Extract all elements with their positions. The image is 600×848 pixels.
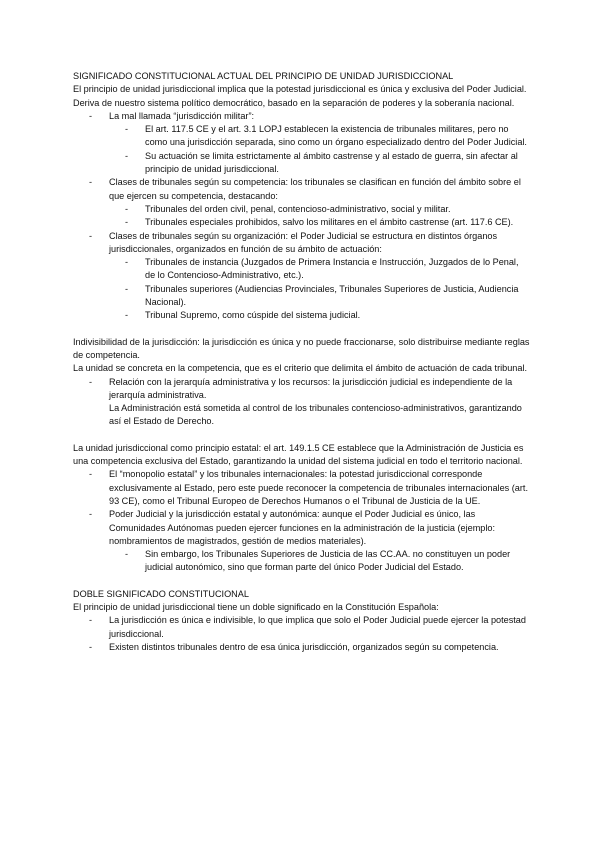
list-item-text: Existen distintos tribunales dentro de esa única jurisdicción, organizados según su competencia. xyxy=(109,641,499,652)
list-item-text: El “monopolio estatal” y los tribunales internacionales: la potestad jurisdiccional corresponde exclusivamente al Estado, pero este puede reconocer la competencia de tribunales internacionales (art. 93 CE), como el Tribunal Europeo de Derechos Humanos o el Tribunal de Justicia de la UE. xyxy=(109,469,528,506)
bullet-list xyxy=(73,468,530,574)
bullet-dash: - xyxy=(89,509,93,520)
bullet-dash: - xyxy=(125,203,129,214)
list-item-text: Tribunales del orden civil, penal, contencioso-administrativo, social y militar. xyxy=(145,203,451,214)
sub-list-item xyxy=(109,256,530,283)
list-item-text: Tribunales superiores (Audiencias Provinciales, Tribunales Superiores de Justicia, Audiencia Nacional). xyxy=(145,283,519,308)
list-item-text: Relación con la jerarquía administrativa y los recursos: la jurisdicción judicial es independiente de la jerarquía administrativa. xyxy=(109,376,513,400)
list-item xyxy=(73,641,530,654)
section-heading: SIGNIFICADO CONSTITUCIONAL ACTUAL DEL PRINCIPIO DE UNIDAD JURISDICCIONAL xyxy=(73,71,454,81)
list-item-text: Su actuación se limita estrictamente al ámbito castrense y al estado de guerra, sin afectar al principio de unidad jurisdiccional. xyxy=(145,150,518,175)
bullet-dash: - xyxy=(89,469,93,480)
bullet-dash: - xyxy=(125,124,129,135)
list-item-text: Clases de tribunales según su organización: el Poder Judicial se estructura en distintos órganos jurisdiccionales, organizados en función de su ámbito de actuación: xyxy=(109,230,498,254)
list-item xyxy=(73,176,530,229)
sub-list-item xyxy=(109,150,530,177)
list-item-text: La mal llamada “jurisdicción militar”: xyxy=(109,110,255,121)
paragraph: Indivisibilidad de la jurisdicción: la jurisdicción es única y no puede fraccionarse, solo distribuirse mediante reglas de competencia. xyxy=(73,336,530,360)
bullet-dash: - xyxy=(89,615,93,626)
list-item-text: El art. 117.5 CE y el art. 3.1 LOPJ establecen la existencia de tribunales militares, pero no como una jurisdicción separada, sino como un órgano especializado dentro del Poder Judicial. xyxy=(145,124,527,148)
sub-bullet-list xyxy=(109,548,530,575)
list-item xyxy=(73,230,530,323)
paragraph: La unidad se concreta en la competencia, que es el criterio que delimita el ámbito de actuación de cada tribunal. xyxy=(73,363,527,374)
section-indivisibilidad xyxy=(73,336,530,429)
sub-list-item xyxy=(109,203,530,216)
sub-bullet-list xyxy=(109,123,530,176)
list-item-text: Clases de tribunales según su competencia: los tribunales se clasifican en función del ámbito sobre el que ejercen su competencia, destacando: xyxy=(109,177,521,201)
list-item xyxy=(73,110,530,176)
bullet-dash: - xyxy=(89,376,93,387)
paragraph: La unidad jurisdiccional como principio estatal: el art. 149.1.5 CE establece que la Administración de Justicia es una competencia exclusiva del Estado, garantizando la unidad del sistema judicial en todo el territorio nacional. xyxy=(73,442,524,467)
sub-list-item xyxy=(109,548,530,575)
bullet-list xyxy=(73,614,530,654)
list-item-continuation: La Administración está sometida al control de los tribunales contencioso-administrativos, garantizando así el Estado de Derecho. xyxy=(109,403,522,427)
list-item xyxy=(73,376,530,429)
list-item-text: La jurisdicción es única e indivisible, lo que implica que solo el Poder Judicial puede ejercer la potestad jurisdiccional. xyxy=(109,615,526,639)
list-item-text: Sin embargo, los Tribunales Superiores de Justicia de las CC.AA. no constituyen un poder judicial autonómico, sino que forman parte del único Poder Judicial del Estado. xyxy=(145,549,511,573)
bullet-dash: - xyxy=(125,283,129,294)
bullet-list xyxy=(73,110,530,323)
sub-list-item xyxy=(109,216,530,229)
list-item-text: Tribunales especiales prohibidos, salvo los militares en el ámbito castrense (art. 117.6 CE). xyxy=(145,217,514,228)
bullet-dash: - xyxy=(125,549,129,560)
sub-bullet-list xyxy=(109,256,530,322)
paragraph: El principio de unidad jurisdiccional tiene un doble significado en la Constitución Española: xyxy=(73,601,439,612)
sub-bullet-list xyxy=(109,203,530,230)
sub-list-item xyxy=(109,309,530,322)
bullet-dash: - xyxy=(89,177,93,188)
section-significado-actual xyxy=(73,70,530,323)
bullet-list xyxy=(73,376,530,429)
section-heading: DOBLE SIGNIFICADO CONSTITUCIONAL xyxy=(73,588,249,599)
list-item xyxy=(73,468,530,508)
bullet-dash: - xyxy=(89,641,93,652)
list-item-text: Tribunales de instancia (Juzgados de Primera Instancia e Instrucción, Juzgados de lo Penal, de lo Contencioso-Administrativo, etc.). xyxy=(145,257,519,281)
list-item xyxy=(73,614,530,641)
list-item-text: Poder Judicial y la jurisdicción estatal y autonómica: aunque el Poder Judicial es único, las Comunidades Autónomas pueden ejercer funciones en la administración de la justicia (ejemplo: nombramientos de magistrados, gestión de medios materiales). xyxy=(109,509,496,546)
bullet-dash: - xyxy=(89,230,93,241)
list-item xyxy=(73,508,530,574)
bullet-dash: - xyxy=(125,257,129,268)
section-doble-significado xyxy=(73,588,530,654)
bullet-dash: - xyxy=(125,310,129,321)
bullet-dash: - xyxy=(125,217,129,228)
list-item-text: Tribunal Supremo, como cúspide del sistema judicial. xyxy=(145,310,361,321)
section-principio-estatal xyxy=(73,442,530,575)
paragraph: El principio de unidad jurisdiccional implica que la potestad jurisdiccional es única y exclusiva del Poder Judicial. Deriva de nuestro sistema político democrático, basado en la separación de poderes y la soberanía nacional. xyxy=(73,84,527,108)
bullet-dash: - xyxy=(89,110,93,121)
sub-list-item xyxy=(109,123,530,150)
bullet-dash: - xyxy=(125,150,129,161)
sub-list-item xyxy=(109,283,530,310)
